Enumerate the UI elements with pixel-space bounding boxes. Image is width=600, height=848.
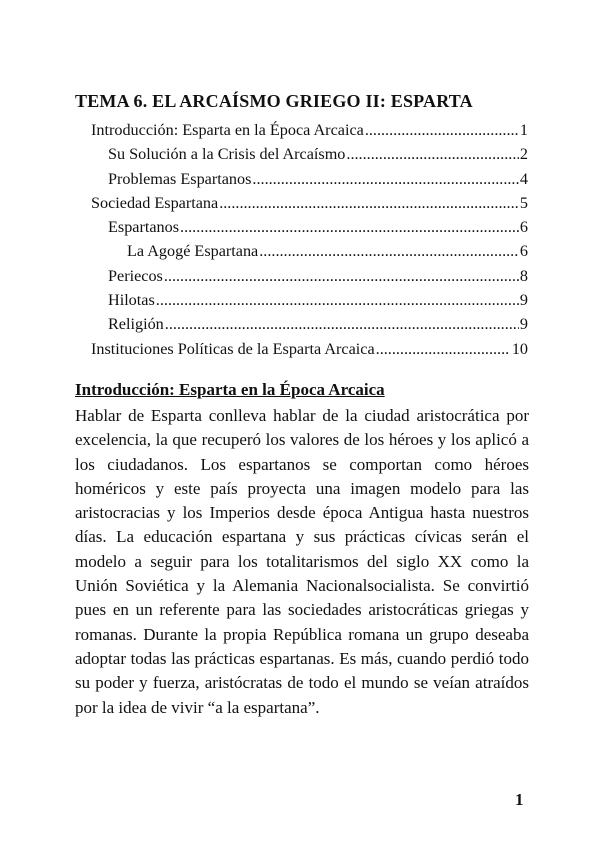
page-title: TEMA 6. EL ARCAÍSMO GRIEGO II: ESPARTA (75, 91, 473, 111)
toc-entry[interactable] (108, 267, 528, 291)
toc-leader-dots (376, 340, 509, 359)
toc-entry-page: 5 (519, 193, 528, 212)
toc-entry-label: Introducción: Esparta en la Época Arcaica (91, 121, 364, 139)
toc-entry-label: Religión (108, 315, 164, 334)
toc-entry[interactable] (91, 121, 528, 145)
page-number: 1 (515, 790, 524, 809)
toc-entry[interactable] (108, 315, 528, 339)
toc-entry-label: Sociedad Espartana (91, 193, 219, 212)
toc-leader-dots (219, 194, 519, 213)
toc-entry-page: 4 (519, 169, 528, 188)
table-of-contents (0, 121, 600, 364)
toc-entry-label: Espartanos (108, 218, 180, 237)
toc-entry-page: 6 (519, 242, 528, 261)
toc-leader-dots (259, 242, 519, 261)
toc-entry[interactable] (108, 170, 528, 194)
toc-entry-page: 2 (519, 145, 528, 164)
toc-entry-page: 10 (511, 339, 528, 358)
toc-leader-dots (165, 315, 519, 334)
toc-entry-page: 9 (519, 291, 528, 310)
toc-leader-dots (346, 145, 519, 164)
toc-leader-dots (252, 170, 518, 189)
toc-entry[interactable] (108, 291, 528, 315)
body-paragraph: Hablar de Esparta conlleva hablar de la ciudad aristocrática por excelencia, la que recuperó los valores de los héroes y los aplicó a los ciudadanos. Los espartanos se comportan como héroes homéricos y este país proyecta una imagen modelo para las aristocracias y los Imperios desde época Antigua hasta nuestros días. La educación espartana y sus prácticas cívicas serán el modelo a seguir para los totalitarismos del siglo XX como la Unión Soviética y la Alemania Nacionalsocialista. Se convirtió pues en un referente para las sociedades aristocráticas griegas y romanas. Durante la propia República romana un grupo deseaba adoptar todas las prácticas espartanas. Es más, cuando perdió todo su poder y fuerza, aristócratas de todo el mundo se veían atraídos por la idea de vivir “a la espartana”. (75, 406, 529, 717)
toc-entry-page: 1 (519, 121, 528, 139)
toc-entry[interactable] (108, 145, 528, 169)
toc-entry[interactable] (91, 340, 528, 364)
toc-leader-dots (365, 121, 519, 140)
toc-entry-label: Instituciones Políticas de la Esparta Arcaica (91, 339, 375, 358)
toc-leader-dots (156, 291, 519, 310)
toc-entry-label: Hilotas (108, 291, 155, 310)
toc-entry-label: Periecos (108, 266, 163, 285)
toc-entry-label: La Agogé Espartana (127, 242, 259, 261)
toc-entry-page: 8 (519, 266, 528, 285)
toc-leader-dots (164, 267, 519, 286)
toc-entry[interactable] (127, 242, 528, 266)
toc-entry-label: Su Solución a la Crisis del Arcaísmo (108, 145, 346, 164)
toc-entry[interactable] (91, 194, 528, 218)
section-heading: Introducción: Esparta en la Época Arcaica (75, 380, 385, 399)
toc-entry[interactable] (108, 218, 528, 242)
toc-entry-page: 9 (519, 315, 528, 334)
toc-entry-label: Problemas Espartanos (108, 169, 252, 188)
toc-leader-dots (180, 218, 519, 237)
toc-entry-page: 6 (519, 218, 528, 237)
